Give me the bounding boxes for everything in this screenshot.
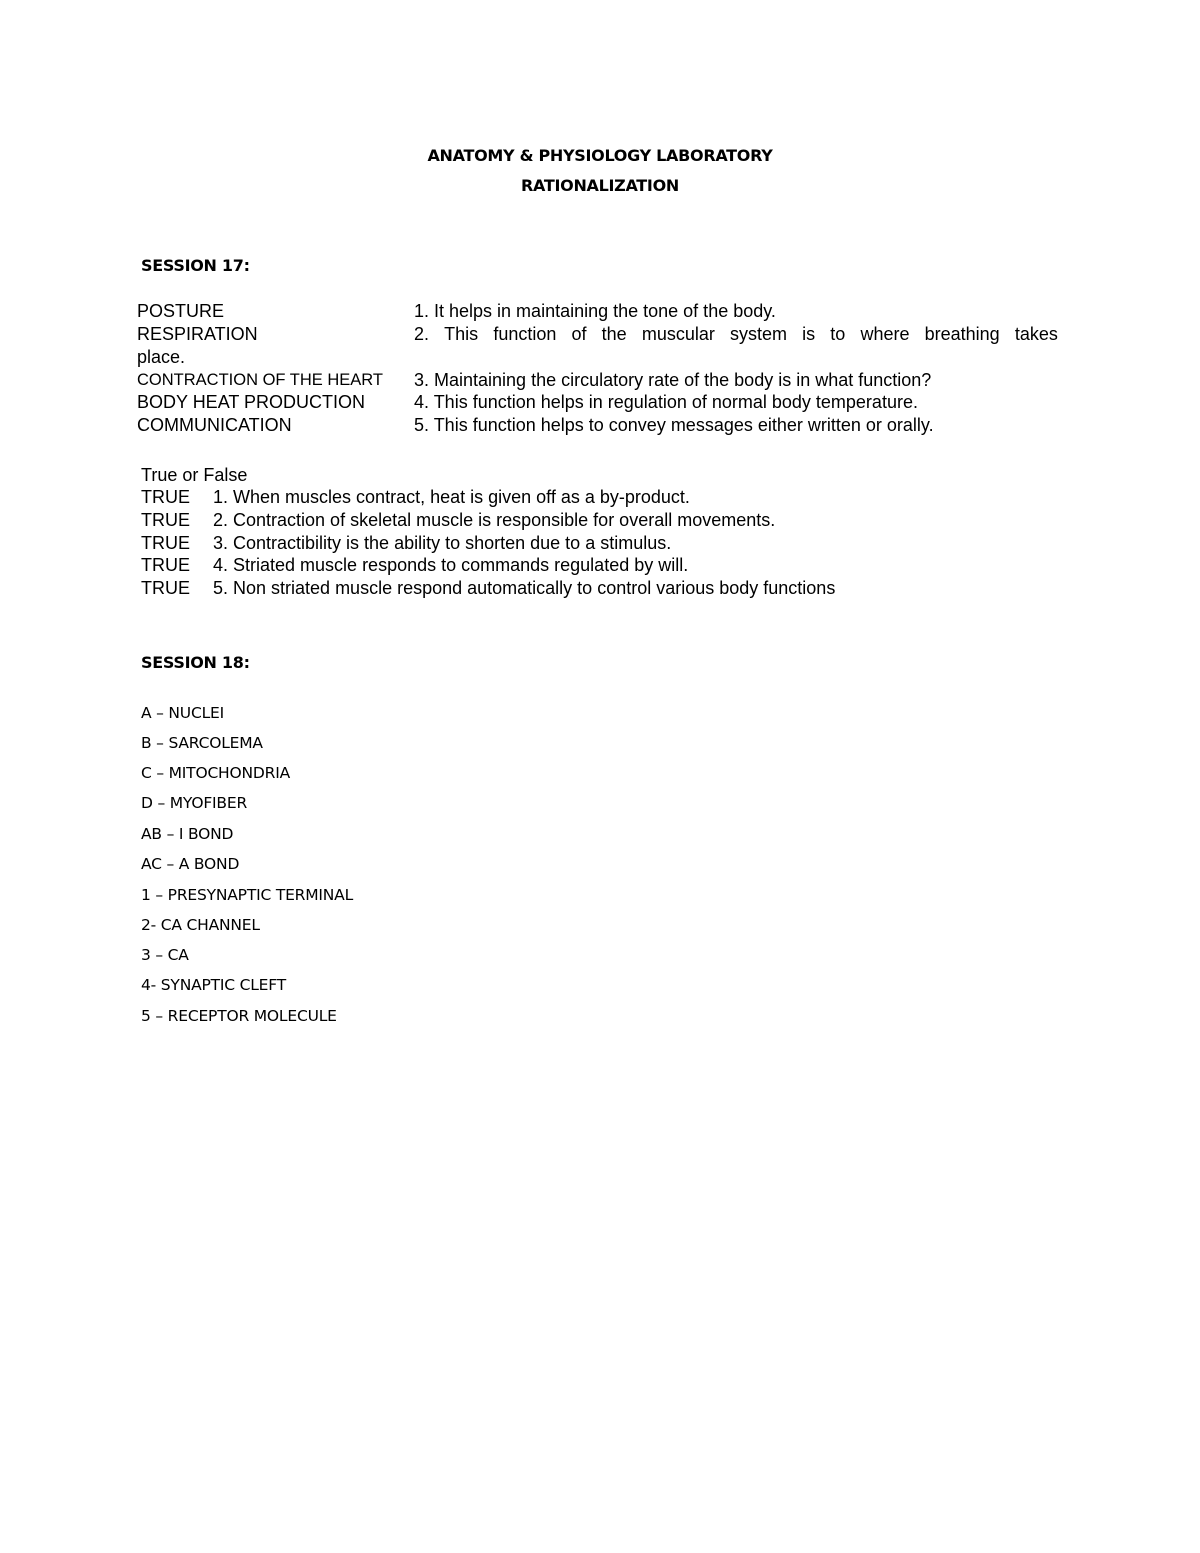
justified-word: the xyxy=(601,324,627,344)
matching-description: 3. Maintaining the circulatory rate of the body is in what function? xyxy=(414,370,932,390)
matching-term: COMMUNICATION xyxy=(137,415,292,435)
justified-word: is xyxy=(802,324,816,344)
true-false-item xyxy=(141,509,775,532)
label-item: D – MYOFIBER xyxy=(141,794,248,812)
justified-word: 2. xyxy=(414,324,430,344)
true-false-statement: 4. Striated muscle responds to commands regulated by will. xyxy=(213,555,689,575)
label-item: A – NUCLEI xyxy=(141,704,224,722)
true-false-item xyxy=(141,486,690,509)
true-false-answer: TRUE xyxy=(141,555,190,575)
matching-description: 4. This function helps in regulation of normal body temperature. xyxy=(414,392,918,412)
label-item: 3 – CA xyxy=(141,946,189,964)
justified-word: to xyxy=(830,324,846,344)
justified-word: takes xyxy=(1014,324,1058,344)
matching-description: 5. This function helps to convey messages either written or orally. xyxy=(414,415,934,435)
true-false-item xyxy=(141,532,671,555)
label-item: AC – A BOND xyxy=(141,855,240,873)
true-false-heading: True or False xyxy=(141,465,248,485)
matching-term: CONTRACTION OF THE HEART xyxy=(137,371,383,389)
document-subtitle: RATIONALIZATION xyxy=(521,176,679,195)
label-item: 1 – PRESYNAPTIC TERMINAL xyxy=(141,886,354,904)
justified-word: muscular xyxy=(641,324,715,344)
matching-term: RESPIRATION xyxy=(137,324,258,344)
label-item: B – SARCOLEMA xyxy=(141,734,263,752)
label-item: AB – I BOND xyxy=(141,825,234,843)
matching-description-continuation: place. xyxy=(137,347,186,367)
matching-description: 1. It helps in maintaining the tone of the body. xyxy=(414,301,776,321)
matching-description-justified xyxy=(414,323,1058,346)
justified-word: breathing xyxy=(924,324,1000,344)
label-item: C – MITOCHONDRIA xyxy=(141,764,290,782)
label-item: 2- CA CHANNEL xyxy=(141,916,260,934)
justified-word: function xyxy=(493,324,557,344)
true-false-answer: TRUE xyxy=(141,487,190,507)
justified-word: This xyxy=(444,324,479,344)
true-false-item xyxy=(141,577,835,600)
justified-word: of xyxy=(571,324,587,344)
true-false-statement: 2. Contraction of skeletal muscle is responsible for overall movements. xyxy=(213,510,776,530)
true-false-answer: TRUE xyxy=(141,510,190,530)
session-17-heading: SESSION 17: xyxy=(141,256,250,275)
true-false-item xyxy=(141,554,688,577)
true-false-answer: TRUE xyxy=(141,578,190,598)
justified-word: system xyxy=(730,324,788,344)
true-false-answer: TRUE xyxy=(141,533,190,553)
label-item: 5 – RECEPTOR MOLECULE xyxy=(141,1007,337,1025)
matching-term: BODY HEAT PRODUCTION xyxy=(137,392,366,412)
true-false-statement: 3. Contractibility is the ability to shorten due to a stimulus. xyxy=(213,533,672,553)
true-false-statement: 5. Non striated muscle respond automatically to control various body functions xyxy=(213,578,836,598)
matching-term: POSTURE xyxy=(137,301,225,321)
justified-word: where xyxy=(860,324,910,344)
session-18-heading: SESSION 18: xyxy=(141,653,250,672)
document-title: ANATOMY & PHYSIOLOGY LABORATORY xyxy=(427,146,773,165)
true-false-statement: 1. When muscles contract, heat is given off as a by-product. xyxy=(213,487,690,507)
label-item: 4- SYNAPTIC CLEFT xyxy=(141,976,286,994)
